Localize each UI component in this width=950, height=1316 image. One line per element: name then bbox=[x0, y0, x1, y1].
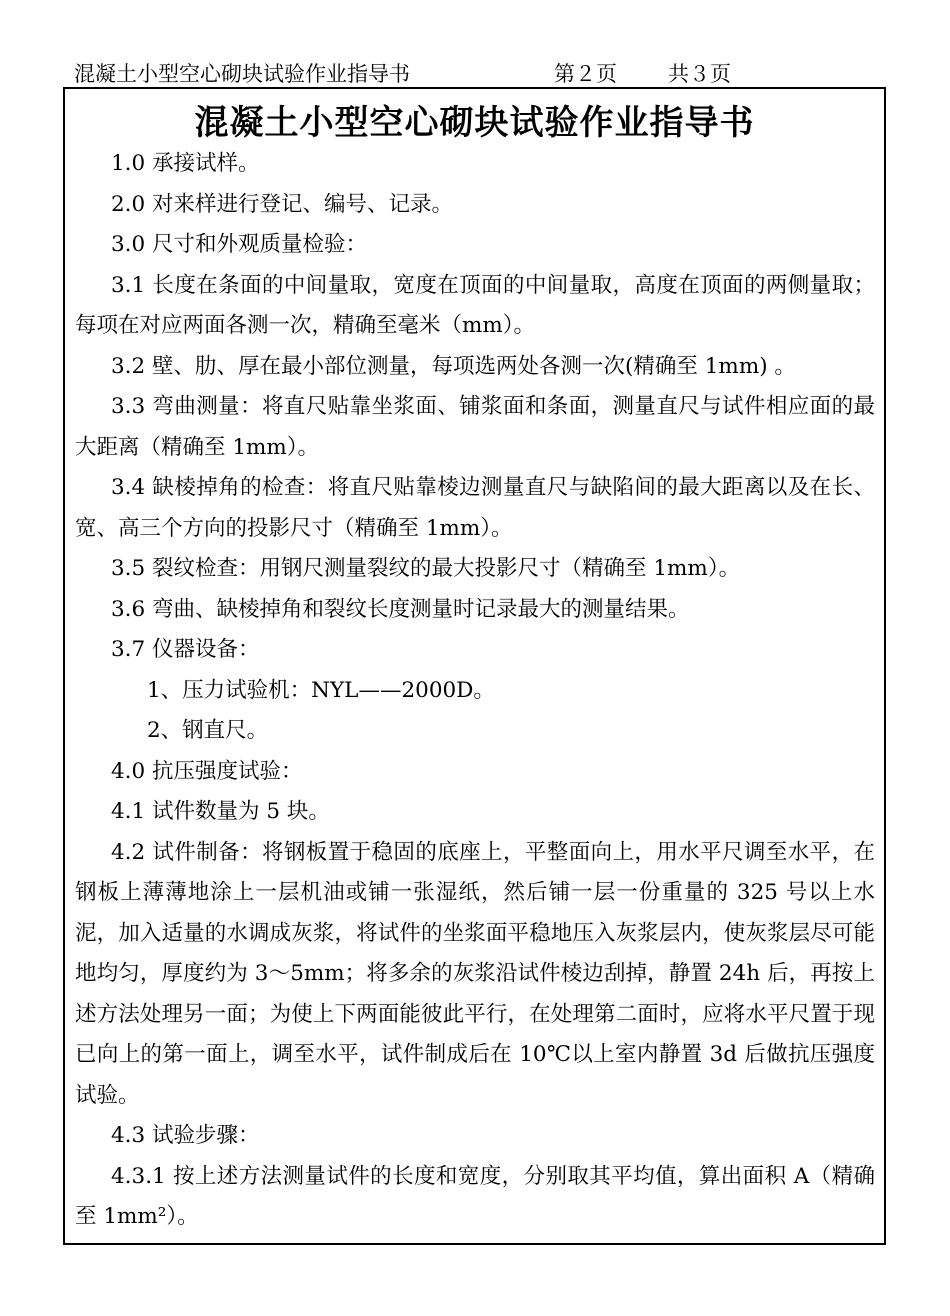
header-total-pages: 共３页 bbox=[668, 62, 731, 86]
paragraph: 3.7 仪器设备： bbox=[111, 637, 260, 662]
paragraph: 3.2 壁、肋、厚在最小部位测量，每项选两处各测一次(精确至 1mm) 。 bbox=[111, 353, 796, 379]
paragraph: 3.1 长度在条面的中间量取，宽度在顶面的中间量取，高度在顶面的两侧量取；每项在对应两面各测一次，精确至毫米（mm）。 bbox=[75, 272, 875, 338]
header-title: 混凝土小型空心砌块试验作业指导书 bbox=[74, 62, 410, 86]
paragraph: 4.2 试件制备：将钢板置于稳固的底座上，平整面向上，用水平尺调至水平，在钢板上薄薄地涂上一层机油或铺一张湿纸，然后铺一层一份重量的 325 号以上水泥，加入适量的水调成灰浆，将试件的坐浆面平稳地压入灰浆层内，使灰浆层尽可能地均匀，厚度约为 3～5mm；将多余的灰浆沿试件棱边刮掉，静置 24h 后，再按上述方法处理另一面；为使上下两面能彼此平行，在处理第二面时，应将水平尺置于现已向上的第一面上，调至水平，试件制成后在 10℃以上室内静置 3d 后做抗压强度试验。 bbox=[75, 839, 875, 1108]
list-item: 1、压力试验机：NYL——2000D。 bbox=[147, 677, 495, 703]
paragraph: 4.1 试件数量为 5 块。 bbox=[111, 799, 330, 824]
document-frame bbox=[63, 87, 886, 1245]
document-body bbox=[75, 144, 875, 1238]
list-item: 2、钢直尺。 bbox=[147, 718, 269, 743]
header-page-number: 第２页 bbox=[554, 62, 617, 86]
paragraph: 1.0 承接试样。 bbox=[111, 151, 260, 176]
paragraph: 3.0 尺寸和外观质量检验： bbox=[111, 232, 368, 257]
paragraph: 4.3.1 按上述方法测量试件的长度和宽度，分别取其平均值，算出面积 A（精确至 1mm²）。 bbox=[75, 1163, 875, 1229]
paragraph: 3.5 裂纹检查：用钢尺测量裂纹的最大投影尺寸（精确至 1mm）。 bbox=[111, 556, 741, 581]
paragraph: 4.0 抗压强度试验： bbox=[111, 758, 303, 784]
paragraph: 3.4 缺棱掉角的检查：将直尺贴靠棱边测量直尺与缺陷间的最大距离以及在长、宽、高三个方向的投影尺寸（精确至 1mm）。 bbox=[75, 475, 875, 541]
paragraph: 3.6 弯曲、缺棱掉角和裂纹长度测量时记录最大的测量结果。 bbox=[111, 596, 690, 622]
paragraph: 3.3 弯曲测量：将直尺贴靠坐浆面、铺浆面和条面，测量直尺与试件相应面的最大距离（精确至 1mm）。 bbox=[75, 394, 875, 460]
paragraph: 2.0 对来样进行登记、编号、记录。 bbox=[111, 191, 454, 217]
page-header bbox=[74, 58, 894, 88]
document-title: 混凝土小型空心砌块试验作业指导书 bbox=[194, 103, 755, 143]
paragraph: 4.3 试验步骤： bbox=[111, 1123, 260, 1148]
